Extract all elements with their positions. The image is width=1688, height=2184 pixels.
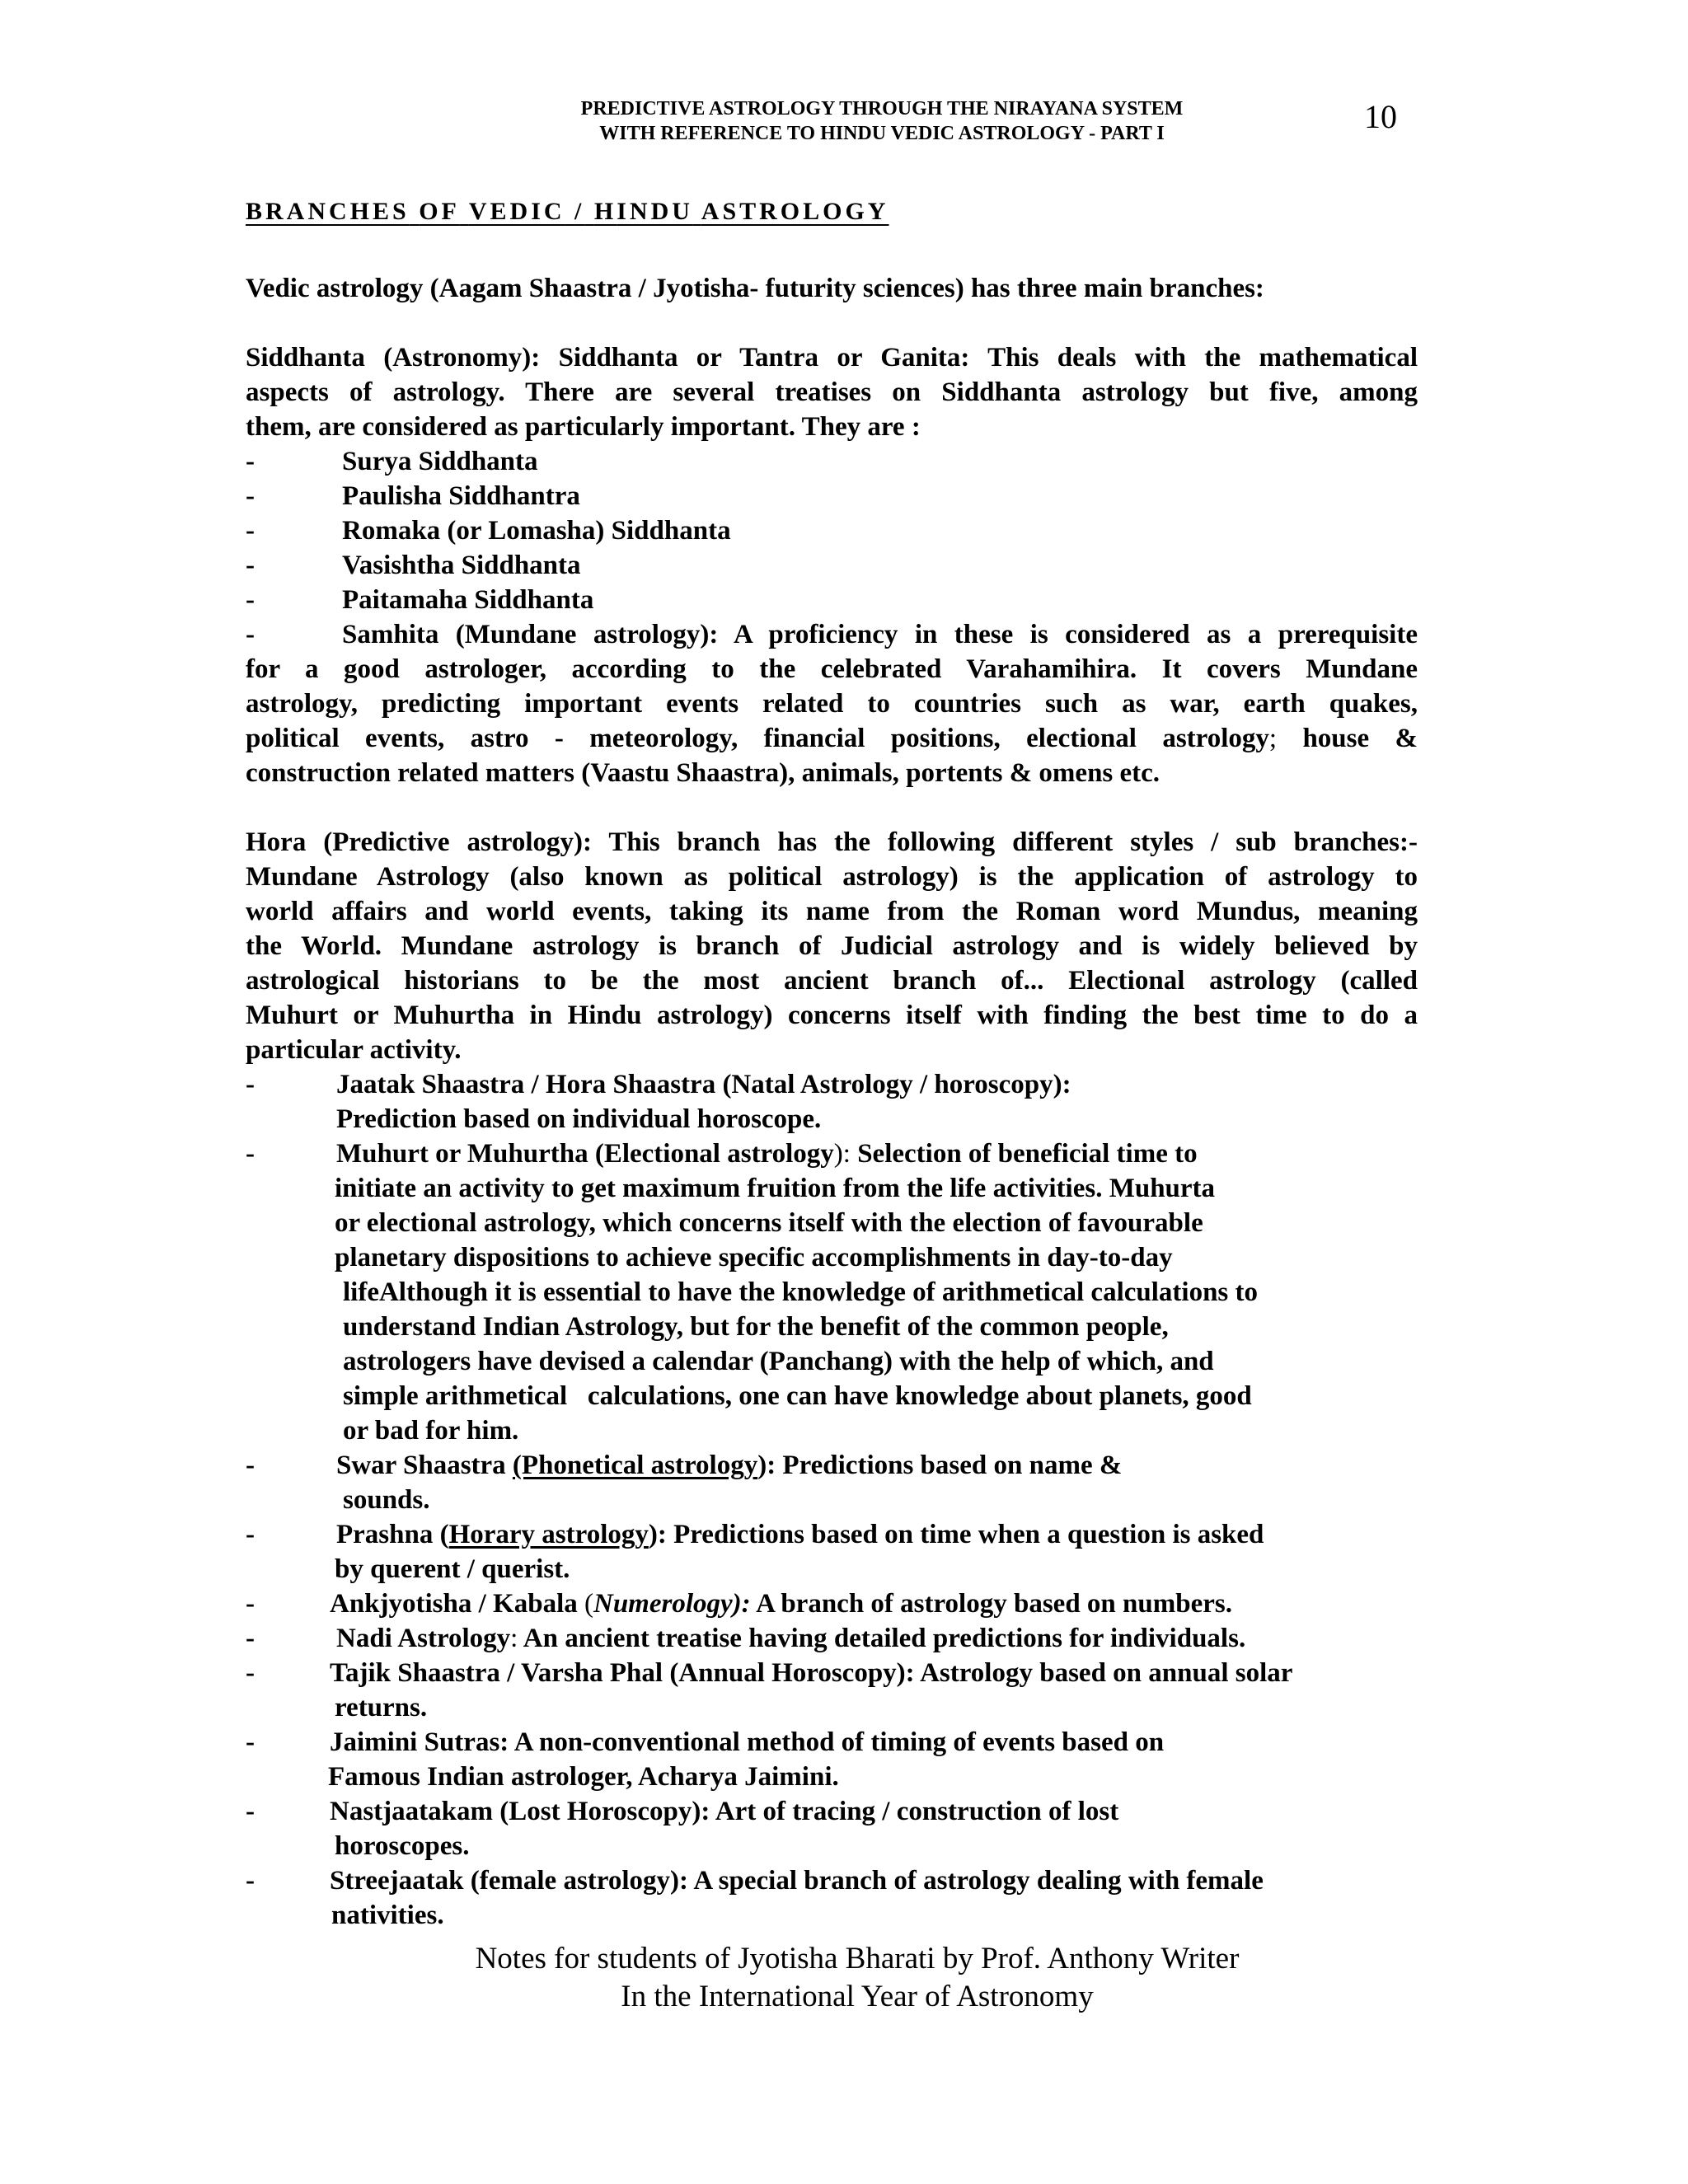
running-header-line2: WITH REFERENCE TO HINDU VEDIC ASTROLOGY - PART I <box>599 123 1165 144</box>
list-bullet: - <box>246 481 255 511</box>
list-item: Vasishtha Siddhanta <box>342 551 581 580</box>
list-bullet: - <box>246 1589 255 1619</box>
sub-branch-muhurt: lifeAlthough it is essential to have the knowledge of arithmetical calculations to <box>343 1277 1259 1307</box>
list-bullet: - <box>246 1658 255 1688</box>
list-bullet: - <box>246 1866 255 1896</box>
sub-branch-prashna: Prashna (Horary astrology): Predictions based on time when a question is asked <box>336 1520 1264 1549</box>
list-bullet: - <box>246 620 255 649</box>
sub-branch-nastjaatakam: horoscopes. <box>335 1831 470 1861</box>
hora-line: Hora (Predictive astrology): This branch has the following different styles / sub branches:- <box>246 827 1418 857</box>
footer-line1: Notes for students of Jyotisha Bharati by Prof. Anthony Writer <box>475 1942 1240 1975</box>
sub-branch-ankjyotisha: Ankjyotisha / Kabala (Numerology): A branch of astrology based on numbers. <box>330 1589 1232 1619</box>
sub-branch-muhurt: or electional astrology, which concerns itself with the election of favourable <box>335 1208 1203 1238</box>
sub-branch-nadi: Nadi Astrology: An ancient treatise having detailed predictions for individuals. <box>336 1624 1246 1653</box>
list-bullet: - <box>246 516 255 546</box>
samhita-line: political events, astro - meteorology, financial positions, electional astrology; house & <box>246 724 1418 753</box>
sub-branch-muhurt: planetary dispositions to achieve specific accomplishments in day-to-day <box>335 1243 1173 1272</box>
list-item: Surya Siddhanta <box>342 447 538 476</box>
siddhanta-line: aspects of astrology. There are several treatises on Siddhanta astrology but five, among <box>246 377 1418 407</box>
sub-branch-muhurt: initiate an activity to get maximum fruition from the life activities. Muhurta <box>335 1174 1216 1203</box>
hora-line: world affairs and world events, taking its name from the Roman word Mundus, meaning <box>246 897 1418 926</box>
samhita-line: Samhita (Mundane astrology): A proficiency in these is considered as a prerequisite <box>342 620 1418 649</box>
list-bullet: - <box>246 1624 255 1653</box>
sub-branch-tajik: Tajik Shaastra / Varsha Phal (Annual Horoscopy): Astrology based on annual solar <box>330 1658 1293 1688</box>
list-bullet: - <box>246 585 255 615</box>
section-title: BRANCHES OF VEDIC / HINDU ASTROLOGY <box>246 198 889 225</box>
sub-branch-muhurt: astrologers have devised a calendar (Panchang) with the help of which, and <box>343 1347 1214 1376</box>
list-item: Romaka (or Lomasha) Siddhanta <box>342 516 731 546</box>
sub-branch-swar: Swar Shaastra (Phonetical astrology): Predictions based on name & <box>336 1451 1123 1480</box>
sub-branch-prashna: by querent / querist. <box>335 1554 570 1584</box>
hora-line: astrological historians to be the most ancient branch of... Electional astrology (called <box>246 966 1418 996</box>
sub-branch-muhurt: Muhurt or Muhurtha (Electional astrology): Selection of beneficial time to <box>336 1139 1198 1169</box>
running-header-line1: PREDICTIVE ASTROLOGY THROUGH THE NIRAYANA SYSTEM <box>580 98 1184 120</box>
samhita-line: for a good astrologer, according to the celebrated Varahamihira. It covers Mundane <box>246 654 1418 684</box>
intro-text: Vedic astrology (Aagam Shaastra / Jyotisha- futurity sciences) has three main branches: <box>246 274 1264 303</box>
sub-branch-streejaatak: Streejaatak (female astrology): A special branch of astrology dealing with female <box>330 1866 1264 1896</box>
sub-branch-muhurt: simple arithmetical calculations, one can have knowledge about planets, good <box>343 1381 1252 1411</box>
footer-line2: In the International Year of Astronomy <box>621 1980 1094 2013</box>
list-item: Paitamaha Siddhanta <box>342 585 594 615</box>
list-bullet: - <box>246 1520 255 1549</box>
hora-line: Mundane Astrology (also known as political astrology) is the application of astrology to <box>246 862 1418 892</box>
list-bullet: - <box>246 1797 255 1826</box>
sub-branch-jaimini: Jaimini Sutras: A non-conventional method of timing of events based on <box>330 1727 1165 1757</box>
list-bullet: - <box>246 1070 255 1099</box>
hora-line: the World. Mundane astrology is branch of Judicial astrology and is widely believed by <box>246 931 1418 961</box>
sub-branch-swar: sounds. <box>343 1485 430 1515</box>
sub-branch-streejaatak: nativities. <box>331 1900 444 1930</box>
samhita-line: construction related matters (Vaastu Shaastra), animals, portents & omens etc. <box>246 758 1160 788</box>
samhita-line: astrology, predicting important events related to countries such as war, earth quakes, <box>246 689 1418 719</box>
page-number: 10 <box>1364 98 1397 135</box>
sub-branch-jaatak: Jaatak Shaastra / Hora Shaastra (Natal Astrology / horoscopy): <box>336 1070 1071 1099</box>
list-bullet: - <box>246 551 255 580</box>
sub-branch-jaimini: Famous Indian astrologer, Acharya Jaimini. <box>328 1762 839 1792</box>
list-bullet: - <box>246 447 255 476</box>
list-item: Paulisha Siddhantra <box>342 481 580 511</box>
sub-branch-muhurt: or bad for him. <box>343 1416 519 1446</box>
sub-branch-tajik: returns. <box>335 1693 428 1722</box>
hora-line: Muhurt or Muhurtha in Hindu astrology) concerns itself with finding the best time to do a <box>246 1001 1418 1030</box>
sub-branch-nastjaatakam: Nastjaatakam (Lost Horoscopy): Art of tracing / construction of lost <box>330 1797 1119 1826</box>
list-bullet: - <box>246 1727 255 1757</box>
siddhanta-line: Siddhanta (Astronomy): Siddhanta or Tantra or Ganita: This deals with the mathematical <box>246 343 1418 373</box>
hora-line: particular activity. <box>246 1035 462 1065</box>
sub-branch-muhurt: understand Indian Astrology, but for the benefit of the common people, <box>343 1312 1169 1342</box>
list-bullet: - <box>246 1451 255 1480</box>
list-bullet: - <box>246 1139 255 1169</box>
siddhanta-line: them, are considered as particularly important. They are : <box>246 412 921 442</box>
sub-branch-jaatak: Prediction based on individual horoscope. <box>336 1104 822 1134</box>
